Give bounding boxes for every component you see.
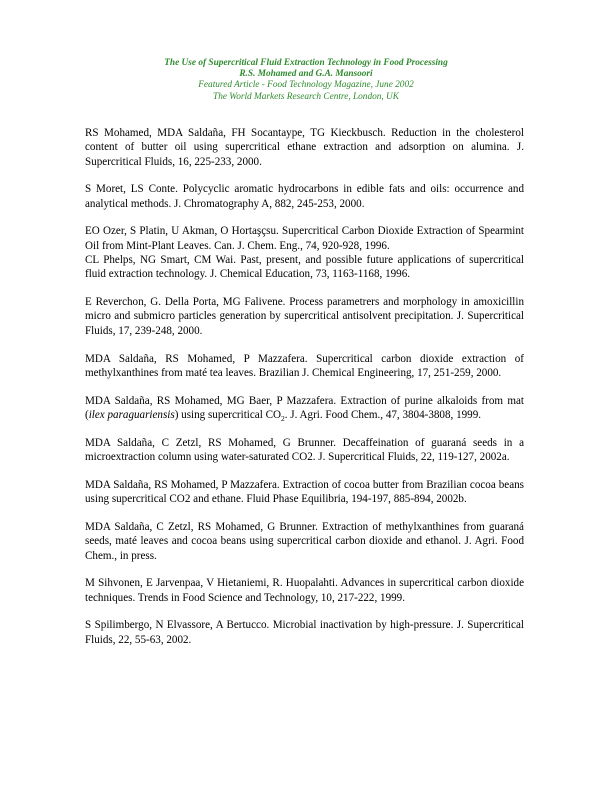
article-authors: R.S. Mohamed and G.A. Mansoori — [239, 69, 373, 80]
reference-list — [85, 126, 524, 647]
reference-item: RS Mohamed, MDA Saldaña, FH Socantaype, TG Kieckbusch. Reduction in the cholesterol content of butter oil using supercritical ethane extraction and adsorption on alumina. J. Supercritical Fluids, 16, 225-233, 2000. — [85, 127, 524, 168]
reference-item: MDA Saldaña, C Zetzl, RS Mohamed, G Brunner. Decaffeination of guaraná seeds in a microextraction column using water-saturated CO2. J. Supercritical Fluids, 22, 119-127, 2002a. — [85, 436, 524, 464]
reference-item: S Moret, LS Conte. Polycyclic aromatic hydrocarbons in edible fats and oils: occurrence and analytical methods. J. Chromatography A, 882, 245-253, 2000. — [85, 183, 524, 210]
reference-item: E Reverchon, G. Della Porta, MG Falivene. Process parametrers and morphology in amoxicillin micro and submicro particles generation by supercritical antisolvent precipitation. J. Supercritical Fluids, 17, 239-248, 2000. — [85, 296, 524, 337]
reference-item — [85, 394, 524, 423]
reference-item: EO Ozer, S Platin, U Akman, O Hortaşçsu. Supercritical Carbon Dioxide Extraction of Spearmint Oil from Mint-Plant Leaves. Can. J. Chem. Eng., 74, 920-928, 1996. — [85, 225, 524, 252]
featured-line: Featured Article - Food Technology Magazine, June 2002 — [198, 80, 414, 91]
reference-item: MDA Saldaña, RS Mohamed, P Mazzafera. Extraction of cocoa butter from Brazilian cocoa beans using supercritical CO2 and ethane. Fluid Phase Equilibria, 194-197, 885-894, 2002b. — [85, 478, 524, 506]
reference-item: MDA Saldaña, C Zetzl, RS Mohamed, G Brunner. Extraction of methylxanthines from guaraná seeds, maté leaves and cocoa beans using supercritical carbon dioxide and ethanol. J. Agri. Food Chem., in press. — [85, 520, 524, 562]
article-title: The Use of Supercritical Fluid Extraction Technology in Food Processing — [164, 58, 448, 68]
reference-item: MDA Saldaña, RS Mohamed, P Mazzafera. Supercritical carbon dioxide extraction of methylxanthines from maté tea leaves. Brazilian J. Chemical Engineering, 17, 251-259, 2000. — [85, 352, 524, 379]
publisher-line: The World Markets Research Centre, London, UK — [213, 91, 399, 102]
reference-text: MDA Saldaña, RS Mohamed, MG Baer, P Mazzafera. Extraction of purine alkaloids from mat ( — [85, 394, 524, 421]
subscript: 2 — [280, 414, 285, 424]
page-header — [0, 58, 612, 103]
reference-text: . J. Agri. Food Chem., 47, 3804-3808, 1999. — [284, 408, 482, 421]
reference-text: ) using supercritical CO — [174, 408, 281, 421]
species-name: ilex paraguariensis — [88, 408, 175, 421]
reference-item: M Sihvonen, E Jarvenpaa, V Hietaniemi, R. Huopalahti. Advances in supercritical carbon dioxide techniques. Trends in Food Science and Technology, 10, 217-222, 1999. — [85, 577, 524, 604]
reference-item: CL Phelps, NG Smart, CM Wai. Past, present, and possible future applications of supercritical fluid extraction technology. J. Chemical Education, 73, 1163-1168, 1996. — [85, 254, 524, 281]
reference-item: S Spilimbergo, N Elvassore, A Bertucco. Microbial inactivation by high-pressure. J. Supercritical Fluids, 22, 55-63, 2002. — [85, 619, 524, 646]
